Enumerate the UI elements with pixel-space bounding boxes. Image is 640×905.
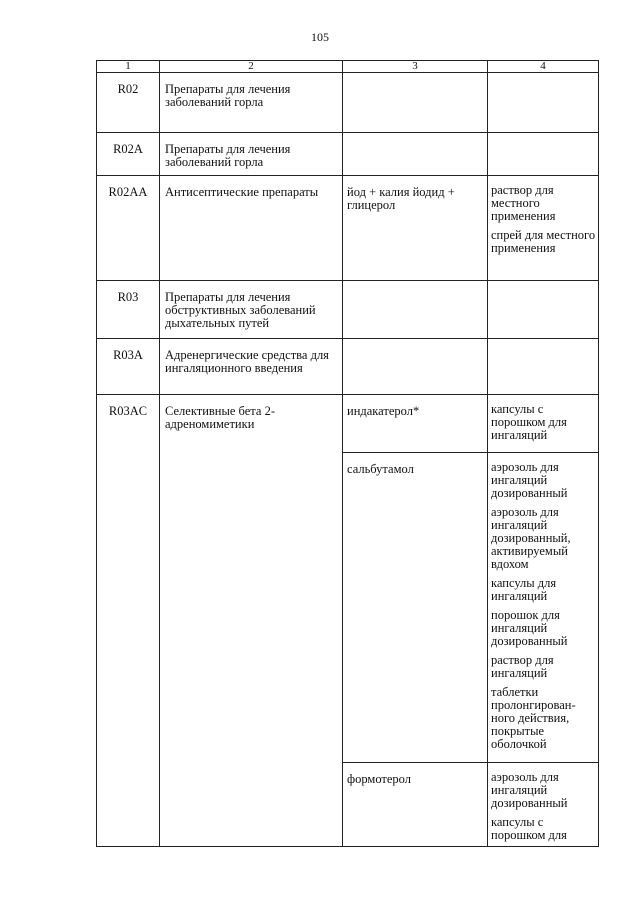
group-name: Адренергические средства для ингаляционного введения [160,339,343,395]
table-row [97,176,599,281]
atc-code: R02 [97,73,160,133]
atc-code: R03AC [97,395,160,847]
group-name: Препараты для лечения заболеваний горла [160,133,343,176]
dosage-form: капсулы с порошком для ингаляций [491,402,567,442]
table-row [97,281,599,339]
table-row [97,395,599,453]
drug-name-cell [343,73,488,133]
drug-name: индакатерол* [343,395,488,453]
dosage-form-cell [488,395,599,453]
dosage-form-cell [488,73,599,133]
atc-code: R03A [97,339,160,395]
column-header: 4 [488,61,599,73]
dosage-form: капсулы с порошком для [491,815,567,842]
dosage-form-cell [488,176,599,281]
dosage-form: порошок для ингаляций дозированный [491,608,568,648]
dosage-form-cell [488,133,599,176]
dosage-form: аэрозоль для ингаляций дозированный [491,460,568,500]
dosage-form: раствор для местного применения [491,183,556,223]
drug-name-cell [343,281,488,339]
dosage-form-cell [488,763,599,847]
dosage-form: капсулы для ингаляций [491,576,557,603]
table-row [97,339,599,395]
page-number: 105 [311,30,329,44]
drug-table [96,60,599,847]
dosage-form: аэрозоль для ингаляций дозированный, активируемый вдохом [491,505,571,571]
group-name: Препараты для лечения заболеваний горла [160,73,343,133]
dosage-form-cell [488,339,599,395]
atc-code: R03 [97,281,160,339]
drug-name: формотерол [343,763,488,847]
column-numbers-row [97,61,599,73]
group-name: Селективные бета 2-адреномиметики [160,395,343,847]
atc-code: R02A [97,133,160,176]
dosage-form-cell [488,453,599,763]
group-name: Препараты для лечения обструктивных заболеваний дыхательных путей [160,281,343,339]
drug-name: сальбутамол [343,453,488,763]
column-header: 1 [97,61,160,73]
atc-code: R02AA [97,176,160,281]
column-header: 2 [160,61,343,73]
drug-name-cell [343,133,488,176]
dosage-form-cell [488,281,599,339]
dosage-form: таблетки пролонгирован-ного действия, покрытые оболочкой [491,685,576,751]
group-name: Антисептические препараты [160,176,343,281]
table-row [97,73,599,133]
drug-name-cell [343,339,488,395]
dosage-form: спрей для местного применения [491,228,596,255]
dosage-form: аэрозоль для ингаляций дозированный [491,770,568,810]
drug-name: йод + калия йодид + глицерол [343,176,488,281]
column-header: 3 [343,61,488,73]
table-row [97,133,599,176]
dosage-form: раствор для ингаляций [491,653,554,680]
